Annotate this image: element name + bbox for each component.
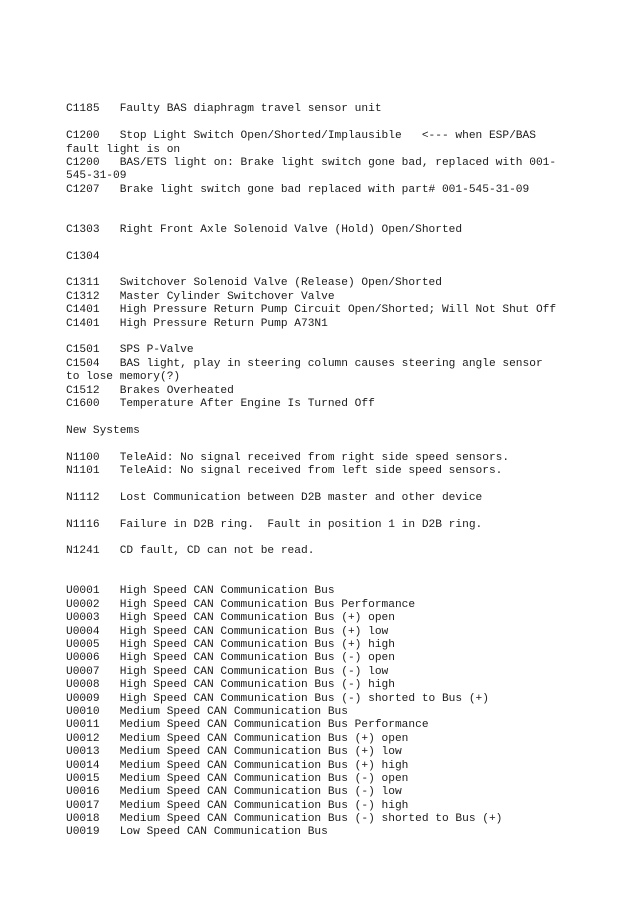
text-line: C1312 Master Cylinder Switchover Valve (66, 290, 335, 303)
text-line: to lose memory(?) (66, 371, 181, 384)
text-line (66, 532, 606, 545)
text-line: U0017 Medium Speed CAN Communication Bus (-) high (66, 799, 409, 812)
text-line (66, 211, 606, 224)
text-line: N1112 Lost Communication between D2B master and other device (66, 491, 483, 504)
text-line: fault light is on (66, 143, 181, 156)
text-line: U0009 High Speed CAN Communication Bus (-) shorted to Bus (+) (66, 692, 489, 705)
text-line (66, 411, 606, 424)
text-line (66, 438, 606, 451)
text-line: U0011 Medium Speed CAN Communication Bus Performance (66, 719, 429, 732)
text-line: N1116 Failure in D2B ring. Fault in position 1 in D2B ring. (66, 518, 483, 531)
text-line: N1101 TeleAid: No signal received from left side speed sensors. (66, 464, 503, 477)
text-line: U0005 High Speed CAN Communication Bus (+) high (66, 639, 395, 652)
text-line: C1401 High Pressure Return Pump Circuit Open/Shorted; Will Not Shut Off (66, 304, 557, 317)
text-line (66, 505, 606, 518)
text-line: U0002 High Speed CAN Communication Bus Performance (66, 598, 416, 611)
text-line (66, 478, 606, 491)
text-line (66, 572, 606, 585)
text-line: U0014 Medium Speed CAN Communication Bus (+) high (66, 759, 409, 772)
text-line: N1241 CD fault, CD can not be read. (66, 545, 315, 558)
text-line: U0003 High Speed CAN Communication Bus (+) open (66, 612, 395, 625)
text-line: U0012 Medium Speed CAN Communication Bus (+) open (66, 732, 409, 745)
text-line: U0008 High Speed CAN Communication Bus (-) high (66, 679, 395, 692)
text-line: U0007 High Speed CAN Communication Bus (-) low (66, 665, 389, 678)
text-line: C1512 Brakes Overheated (66, 384, 234, 397)
text-line: U0018 Medium Speed CAN Communication Bus (-) shorted to Bus (+) (66, 813, 503, 826)
text-line: U0010 Medium Speed CAN Communication Bus (66, 705, 348, 718)
text-line (66, 90, 606, 103)
text-line: C1311 Switchover Solenoid Valve (Release) Open/Shorted (66, 277, 442, 290)
text-line (66, 331, 606, 344)
text-line: U0015 Medium Speed CAN Communication Bus (-) open (66, 772, 409, 785)
text-line: C1504 BAS light, play in steering column causes steering angle sensor (66, 357, 543, 370)
text-line: U0004 High Speed CAN Communication Bus (+) low (66, 625, 389, 638)
text-line: C1185 Faulty BAS diaphragm travel sensor unit (66, 103, 382, 116)
text-line: C1303 Right Front Axle Solenoid Valve (Hold) Open/Shorted (66, 223, 463, 236)
text-line (66, 237, 606, 250)
document-text (66, 90, 606, 840)
text-line: 545-31-09 (66, 170, 127, 183)
text-line: C1200 BAS/ETS light on: Brake light switch gone bad, replaced with 001- (66, 156, 557, 169)
text-line: C1501 SPS P-Valve (66, 344, 194, 357)
text-line: U0001 High Speed CAN Communication Bus (66, 585, 335, 598)
text-line: C1600 Temperature After Engine Is Turned Off (66, 397, 375, 410)
text-line (66, 117, 606, 130)
text-line: U0016 Medium Speed CAN Communication Bus (-) low (66, 786, 402, 799)
text-line: U0013 Medium Speed CAN Communication Bus (+) low (66, 746, 402, 759)
text-line: New Systems (66, 424, 140, 437)
text-line: C1401 High Pressure Return Pump A73N1 (66, 317, 328, 330)
text-line: C1200 Stop Light Switch Open/Shorted/Implausible <--- when ESP/BAS (66, 130, 536, 143)
text-line: U0006 High Speed CAN Communication Bus (-) open (66, 652, 395, 665)
text-line: N1100 TeleAid: No signal received from right side speed sensors. (66, 451, 510, 464)
text-line (66, 197, 606, 210)
text-line (66, 559, 606, 572)
text-line: U0019 Low Speed CAN Communication Bus (66, 826, 328, 839)
text-line: C1207 Brake light switch gone bad replaced with part# 001-545-31-09 (66, 183, 530, 196)
text-line: C1304 (66, 250, 100, 263)
text-line (66, 264, 606, 277)
